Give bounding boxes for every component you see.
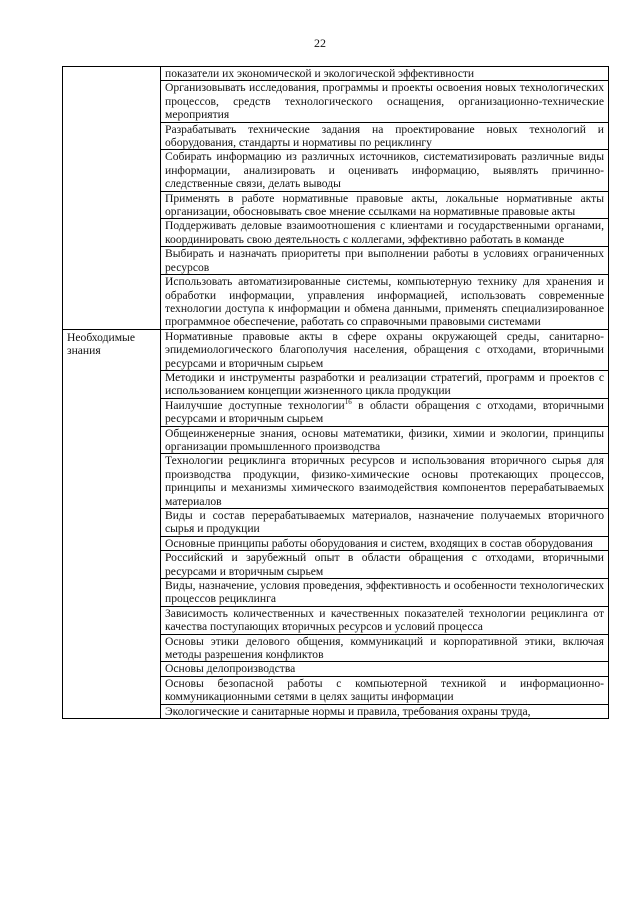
list-item: Поддерживать деловые взаимоотношения с клиентами и государственными органами, координировать свою деятельность с коллегами, эффективно работать в команде <box>165 219 604 246</box>
skills-item <box>161 81 609 122</box>
list-item: Общеинженерные знания, основы математики, физики, химии и экологии, принципы организации промышленного производства <box>165 426 604 453</box>
requirements-table <box>62 66 609 719</box>
list-item: Нормативные правовые акты в сфере охраны окружающей среды, санитарно-эпидемиологического благополучия населения, обращения с отходами, вторичными ресурсами и вторичным сырьем <box>165 329 604 370</box>
list-item: Наилучшие доступные технологии$^{16}$ в области обращения с отходами, вторичными ресурсами и вторичным сырьем <box>165 397 604 426</box>
list-item: Основы безопасной работы с компьютерной техникой и информационно-коммуникационными сетями в целях защиты информации <box>165 676 604 704</box>
list-item: Виды и состав перерабатываемых материалов, назначение получаемых вторичного сырья и продукции <box>165 509 604 536</box>
knowledge-item <box>161 662 609 676</box>
knowledge-item <box>161 579 609 607</box>
knowledge-item <box>161 676 609 704</box>
list-item: Использовать автоматизированные системы, компьютерную технику для хранения и обработки информации, управления информацией, использовать современные технологии доступа к информации и обмена данными, применять специализированное программное обеспечение, работать со справочными правовыми системами <box>165 275 604 329</box>
list-item: Технологии рециклинга вторичных ресурсов и использования вторичного сырья для производства продукции, физико-химические основы протекающих процессов, принципы и механизмы химического взаимодействия компонентов перерабатываемых материалов <box>165 454 604 508</box>
list-item: Организовывать исследования, программы и проекты освоения новых технологических процессов, средств технологического оснащения, организационно-технические мероприятия <box>165 81 604 122</box>
knowledge-item <box>161 606 609 634</box>
knowledge-section <box>63 329 609 718</box>
knowledge-item <box>161 536 609 550</box>
knowledge-item <box>161 704 609 718</box>
skills-item <box>161 191 609 219</box>
skills-label <box>63 67 161 330</box>
knowledge-item <box>161 370 609 398</box>
skills-item <box>161 67 609 81</box>
knowledge-item <box>161 634 609 662</box>
footnote-ref: 16 <box>344 397 352 406</box>
skills-item <box>161 247 609 275</box>
page-number: 22 <box>314 36 326 50</box>
list-item: Выбирать и назначать приоритеты при выполнении работы в условиях ограниченных ресурсов <box>165 247 604 274</box>
knowledge-item <box>161 509 609 537</box>
skills-item <box>161 122 609 150</box>
list-item: показатели их экономической и экологической эффективности <box>165 67 475 80</box>
list-item: Основы этики делового общения, коммуникаций и корпоративной этики, включая методы разрешения конфликтов <box>165 634 604 662</box>
knowledge-item <box>161 454 609 509</box>
list-item: Применять в работе нормативные правовые акты, локальные нормативные акты организации, обосновывать свое мнение ссылками на нормативные правовые акты <box>165 191 604 219</box>
list-item: Методики и инструменты разработки и реализации стратегий, программ и проектов с использованием концепции жизненного цикла продукции <box>165 370 604 398</box>
list-item: Виды, назначение, условия проведения, эффективность и особенности технологических процессов рециклинга <box>165 579 604 606</box>
skills-item <box>161 150 609 191</box>
skills-item <box>161 219 609 247</box>
table-row <box>63 67 609 81</box>
knowledge-item <box>161 329 609 370</box>
list-item: Экологические и санитарные нормы и правила, требования охраны труда, <box>165 704 531 718</box>
list-item: Разрабатывать технические задания на проектирование новых технологий и оборудования, стандарты и нормативы по рециклингу <box>165 122 604 150</box>
skills-section <box>63 67 609 330</box>
skills-item <box>161 275 609 330</box>
knowledge-item <box>161 551 609 579</box>
list-item: Собирать информацию из различных источников, систематизировать различные виды информации, анализировать и оценивать информацию, выявлять причинно-следственные связи, делать выводы <box>165 150 604 191</box>
knowledge-item <box>161 426 609 454</box>
knowledge-label: Необходимые знания <box>63 329 161 718</box>
knowledge-item <box>161 398 609 426</box>
list-item: Российский и зарубежный опыт в области обращения с отходами, вторичными ресурсами и вторичным сырьем <box>165 551 604 578</box>
list-item: Зависимость количественных и качественных показателей технологии рециклинга от качества поступающих вторичных ресурсов и условий процесса <box>165 606 604 634</box>
list-item: Основы делопроизводства <box>165 662 296 676</box>
list-item: Основные принципы работы оборудования и систем, входящих в состав оборудования <box>165 536 593 550</box>
table-row <box>63 329 609 370</box>
